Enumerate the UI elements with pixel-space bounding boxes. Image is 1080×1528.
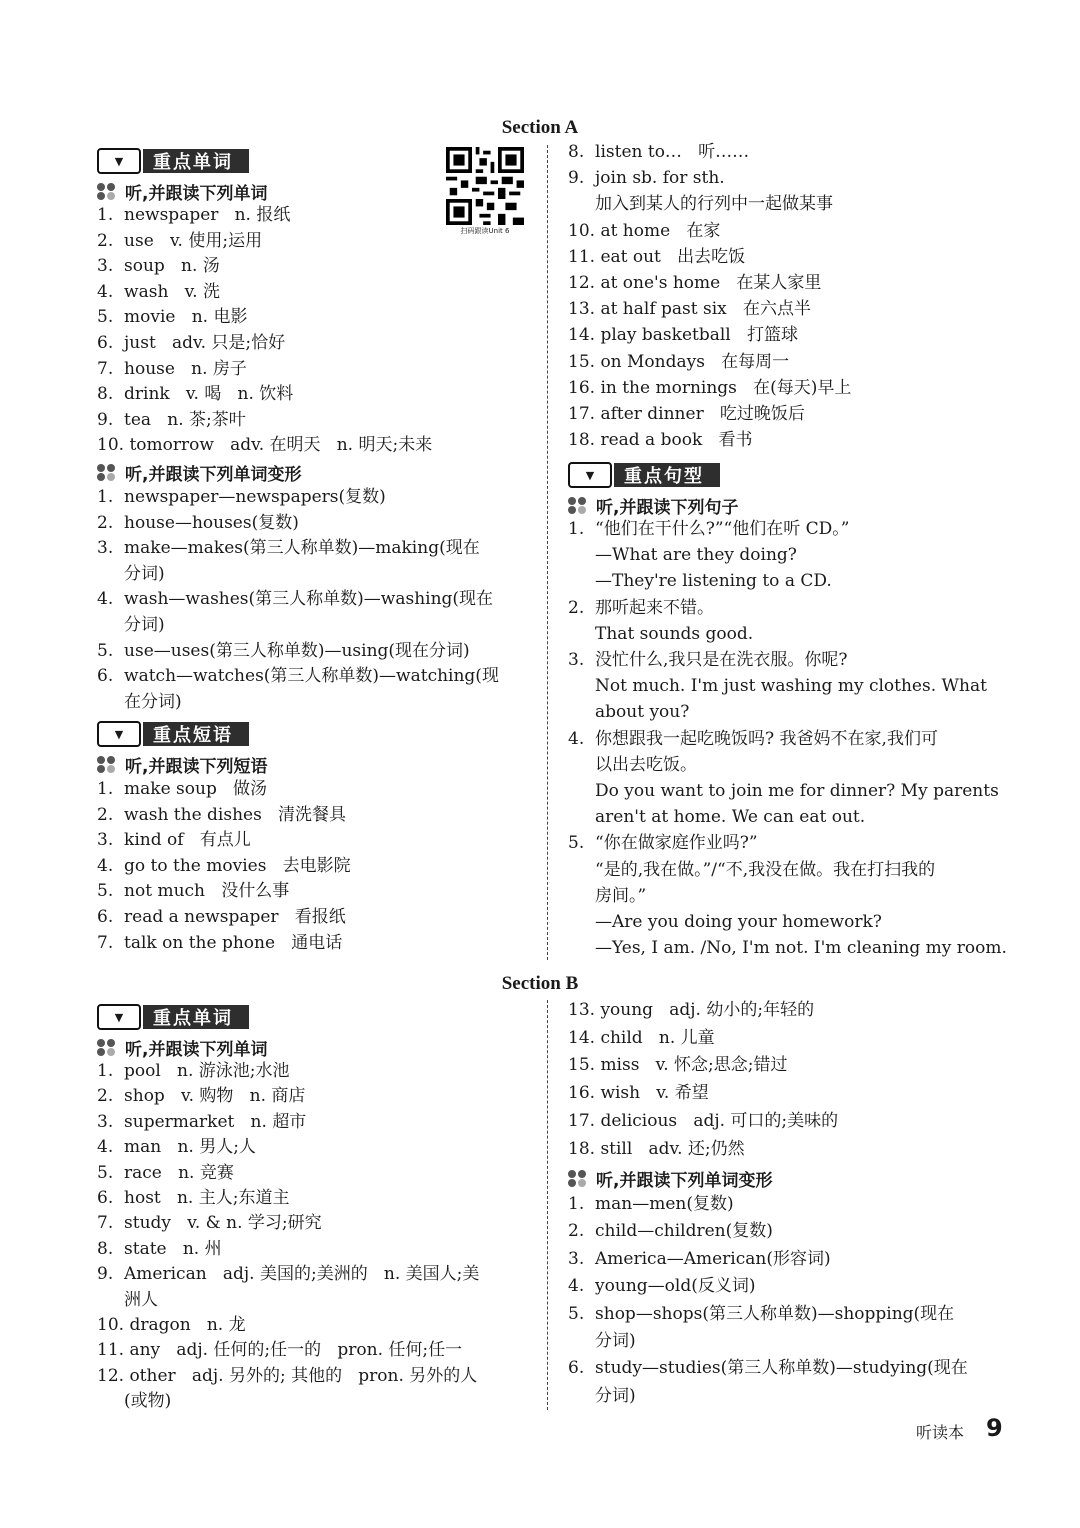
chevron-down-icon: ▼: [97, 1004, 141, 1030]
list-item: 8. listen to… 听……: [568, 142, 750, 162]
list-item: 6. read a newspaper 看报纸: [97, 907, 346, 927]
list-item: 3. kind of 有点儿: [97, 830, 251, 851]
list-item: 4. 你想跟我一起吃晚饭吗? 我爸妈不在家,我们可: [568, 728, 938, 749]
sentence-subheading-a: 听,并跟读下列句子: [568, 493, 738, 518]
list-item: aren't at home. We can eat out.: [568, 807, 866, 828]
list-item: 6. just adv. 只是;恰好: [97, 333, 286, 353]
list-item: 4. wash v. 洗: [97, 281, 220, 302]
list-item: 8. state n. 州: [97, 1238, 222, 1259]
list-item: —What are they doing?: [568, 545, 797, 566]
listen-icon: [97, 1039, 117, 1057]
list-item: 7. study v. & n. 学习;研究: [97, 1213, 322, 1234]
listen-icon: [97, 464, 117, 482]
list-item: 3. soup n. 汤: [97, 256, 220, 277]
list-item: 13. young adj. 幼小的;年轻的: [568, 1000, 815, 1020]
list-item: 分词): [568, 1385, 636, 1406]
list-item: 17. delicious adj. 可口的;美味的: [568, 1110, 839, 1131]
chevron-down-icon: ▼: [97, 148, 141, 174]
list-item: Not much. I'm just washing my clothes. What: [568, 676, 987, 697]
list-item: 以出去吃饭。: [568, 754, 698, 775]
keyword-subheading-a: 听,并跟读下列单词: [97, 179, 267, 204]
forms-subheading-b: 听,并跟读下列单词变形: [568, 1166, 772, 1191]
forms-subheading-a: 听,并跟读下列单词变形: [97, 460, 301, 485]
keyword-header-b: ▼ 重点单词: [97, 1005, 249, 1029]
list-item: 4. wash—washes(第三人称单数)—washing(现在: [97, 589, 494, 610]
list-item: 7. house n. 房子: [97, 358, 247, 379]
list-item: That sounds good.: [568, 623, 754, 644]
list-item: 14. child n. 儿童: [568, 1027, 715, 1048]
list-item: 16. in the mornings 在(每天)早上: [568, 377, 852, 398]
list-item: 9. join sb. for sth.: [568, 168, 725, 189]
list-item: 3. America—American(形容词): [568, 1248, 831, 1269]
list-item: 分词): [97, 563, 165, 584]
column-divider: [547, 1000, 548, 1410]
listen-icon: [568, 1170, 588, 1188]
list-item: 在分词): [97, 691, 182, 712]
list-item: 4. go to the movies 去电影院: [97, 855, 351, 876]
phrase-subheading-a: 听,并跟读下列短语: [97, 752, 267, 777]
listen-icon: [97, 756, 117, 774]
listen-icon: [568, 497, 588, 515]
list-item: 13. at half past six 在六点半: [568, 299, 811, 320]
list-item: 2. child—children(复数): [568, 1221, 773, 1242]
list-item: 11. any adj. 任何的;任一的 pron. 任何;任一: [97, 1340, 463, 1361]
section-b-title: Section B: [501, 973, 579, 994]
list-item: 加入到某人的行列中一起做某事: [568, 194, 834, 215]
list-item: 2. use v. 使用;运用: [97, 230, 263, 251]
keyword-subheading-b: 听,并跟读下列单词: [97, 1035, 267, 1060]
list-item: 9. American adj. 美国的;美洲的 n. 美国人;美: [97, 1264, 480, 1285]
list-item: 4. young—old(反义词): [568, 1276, 756, 1297]
list-item: 9. tea n. 茶;茶叶: [97, 409, 246, 430]
list-item: 10. at home 在家: [568, 220, 721, 241]
list-item: 10. dragon n. 龙: [97, 1315, 246, 1335]
list-item: 6. study—studies(第三人称单数)—studying(现在: [568, 1358, 968, 1379]
list-item: 1. newspaper n. 报纸: [97, 205, 291, 225]
list-item: 15. on Mondays 在每周一: [568, 351, 790, 372]
qr-code-icon: [446, 147, 524, 225]
chevron-down-icon: ▼: [97, 721, 141, 747]
list-item: 11. eat out 出去吃饭: [568, 246, 746, 267]
list-item: 5. shop—shops(第三人称单数)—shopping(现在: [568, 1303, 955, 1324]
column-divider: [547, 145, 548, 960]
sentence-header-a: ▼ 重点句型: [568, 463, 720, 487]
list-item: 分词): [568, 1331, 636, 1351]
list-item: —Are you doing your homework?: [568, 912, 882, 932]
list-item: (或物): [97, 1391, 172, 1412]
page-number: 9: [986, 1414, 1003, 1442]
listen-icon: [97, 183, 117, 201]
list-item: 6. host n. 主人;东道主: [97, 1188, 290, 1208]
qr-caption: 扫码跟读Unit 6: [460, 227, 510, 235]
list-item: 5. not much 没什么事: [97, 881, 290, 902]
list-item: 3. supermarket n. 超市: [97, 1111, 307, 1132]
list-item: 3. 没忙什么,我只是在洗衣服。你呢?: [568, 650, 848, 670]
list-item: 6. watch—watches(第三人称单数)—watching(现: [97, 666, 499, 687]
phrase-header-a: ▼ 重点短语: [97, 722, 249, 746]
list-item: 15. miss v. 怀念;思念;错过: [568, 1055, 788, 1076]
list-item: 房间。”: [568, 885, 647, 906]
list-item: 洲人: [97, 1289, 159, 1310]
list-item: Do you want to join me for dinner? My parents: [568, 781, 999, 801]
list-item: 12. at one's home 在某人家里: [568, 273, 822, 293]
list-item: 1. “他们在干什么?”“他们在听 CD。”: [568, 519, 850, 539]
list-item: 7. talk on the phone 通电话: [97, 932, 343, 953]
list-item: 分词): [97, 615, 165, 635]
list-item: 3. make—makes(第三人称单数)—making(现在: [97, 538, 480, 559]
list-item: —They're listening to a CD.: [568, 571, 832, 592]
list-item: about you?: [568, 702, 690, 723]
footer-label: 听读本: [916, 1423, 965, 1442]
list-item: 1. pool n. 游泳池;水池: [97, 1061, 290, 1081]
list-item: 14. play basketball 打篮球: [568, 325, 798, 346]
list-item: 2. 那听起来不错。: [568, 597, 715, 618]
list-item: “是的,我在做。”/“不,我没在做。我在打扫我的: [568, 859, 936, 880]
list-item: 5. race n. 竞赛: [97, 1162, 234, 1183]
list-item: 4. man n. 男人;人: [97, 1137, 256, 1158]
list-item: 12. other adj. 另外的; 其他的 pron. 另外的人: [97, 1365, 478, 1386]
list-item: —Yes, I am. /No, I'm not. I'm cleaning my room.: [568, 938, 1007, 959]
list-item: 1. newspaper—newspapers(复数): [97, 487, 386, 507]
keyword-header-a: ▼ 重点单词: [97, 149, 249, 173]
list-item: 10. tomorrow adv. 在明天 n. 明天;未来: [97, 435, 433, 456]
list-item: 8. drink v. 喝 n. 饮料: [97, 384, 294, 405]
list-item: 5. “你在做家庭作业吗?”: [568, 833, 758, 854]
chevron-down-icon: ▼: [568, 462, 612, 488]
list-item: 18. still adv. 还;仍然: [568, 1138, 745, 1159]
list-item: 18. read a book 看书: [568, 430, 753, 451]
list-item: 2. shop v. 购物 n. 商店: [97, 1086, 306, 1107]
list-item: 5. movie n. 电影: [97, 307, 248, 328]
list-item: 17. after dinner 吃过晚饭后: [568, 404, 805, 424]
list-item: 1. man—men(复数): [568, 1194, 734, 1214]
list-item: 1. make soup 做汤: [97, 779, 268, 799]
list-item: 16. wish v. 希望: [568, 1083, 709, 1104]
list-item: 5. use—uses(第三人称单数)—using(现在分词): [97, 640, 470, 661]
list-item: 2. wash the dishes 清洗餐具: [97, 804, 347, 825]
section-a-title: Section A: [501, 117, 579, 138]
list-item: 2. house—houses(复数): [97, 512, 299, 533]
